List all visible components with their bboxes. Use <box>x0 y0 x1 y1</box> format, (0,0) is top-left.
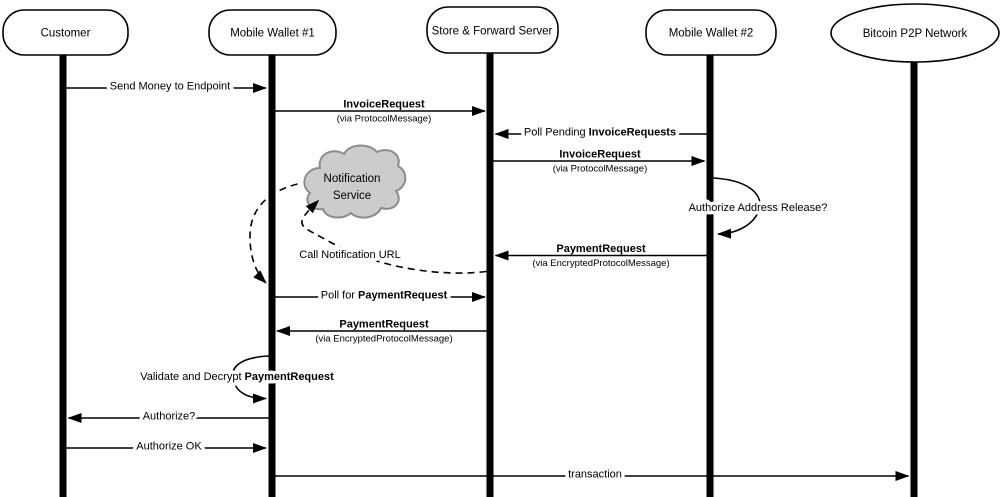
sublabel-invoice-request-2: (via ProtocolMessage) <box>552 163 648 175</box>
label-poll-pending: Poll Pending InvoiceRequests <box>523 126 677 139</box>
message-authorize-ok <box>67 441 267 453</box>
label-payment-request-2: PaymentRequest <box>339 318 429 331</box>
actor-customer <box>3 10 128 55</box>
message-validate-decrypt-selfloop <box>140 356 334 399</box>
label-poll-for-payment: Poll for PaymentRequest <box>320 289 448 302</box>
lifeline-store-forward-server <box>487 52 494 497</box>
message-authorize-q <box>69 411 269 423</box>
lifeline-customer <box>60 54 67 497</box>
lifeline-mobile-wallet-1 <box>269 54 276 497</box>
label-transaction: transaction <box>568 468 622 481</box>
message-poll-for-paymentrequest <box>276 290 486 302</box>
actor-bitcoin-p2p-network-label: Bitcoin P2P Network <box>862 28 968 40</box>
lifeline-bitcoin-p2p-network <box>911 61 918 497</box>
message-poll-pending-invoicerequests <box>496 127 707 139</box>
label-authorize-address-release: Authorize Address Release? <box>688 202 828 214</box>
lifeline-mobile-wallet-2 <box>707 54 714 497</box>
label-validate-decrypt: Validate and Decrypt PaymentRequest <box>140 371 334 383</box>
actor-store-forward-server-label: Store & Forward Server <box>431 25 553 38</box>
actor-customer-label: Customer <box>40 27 91 40</box>
label-send-money: Send Money to Endpoint <box>109 80 231 93</box>
cloud-label-line1: Notification <box>323 173 381 185</box>
message-invoice-request-to-server <box>276 99 486 125</box>
actor-mobile-wallet-1-label: Mobile Wallet #1 <box>230 27 315 40</box>
sublabel-payment-request-1: (via EncryptedProtocolMessage) <box>532 258 670 269</box>
actor-store-forward-server <box>427 7 558 53</box>
notification-service-cloud <box>304 145 405 217</box>
label-call-notification-url: Call Notification URL <box>299 249 401 261</box>
actor-mobile-wallet-2 <box>646 10 776 55</box>
label-payment-request-1: PaymentRequest <box>556 243 646 255</box>
actor-bitcoin-p2p-network <box>831 4 999 62</box>
label-authorize-q: Authorize? <box>142 410 196 423</box>
label-invoice-request-1: InvoiceRequest <box>343 98 425 111</box>
message-payment-request-to-wallet1 <box>277 319 487 345</box>
label-authorize-ok: Authorize OK <box>136 440 202 453</box>
message-send-money-to-endpoint <box>67 81 267 93</box>
sublabel-payment-request-2: (via EncryptedProtocolMessage) <box>315 333 453 345</box>
sublabel-invoice-request-1: (via ProtocolMessage) <box>336 113 432 125</box>
message-invoice-request-to-wallet2 <box>494 149 705 175</box>
lifelines <box>60 52 918 497</box>
message-transaction <box>276 469 909 481</box>
cloud-label-line2: Service <box>332 190 372 202</box>
actors <box>3 4 999 62</box>
label-invoice-request-2: InvoiceRequest <box>559 148 641 161</box>
actor-mobile-wallet-2-label: Mobile Wallet #2 <box>668 27 754 40</box>
actor-mobile-wallet-1 <box>209 10 336 55</box>
message-payment-request-to-server <box>496 243 707 269</box>
